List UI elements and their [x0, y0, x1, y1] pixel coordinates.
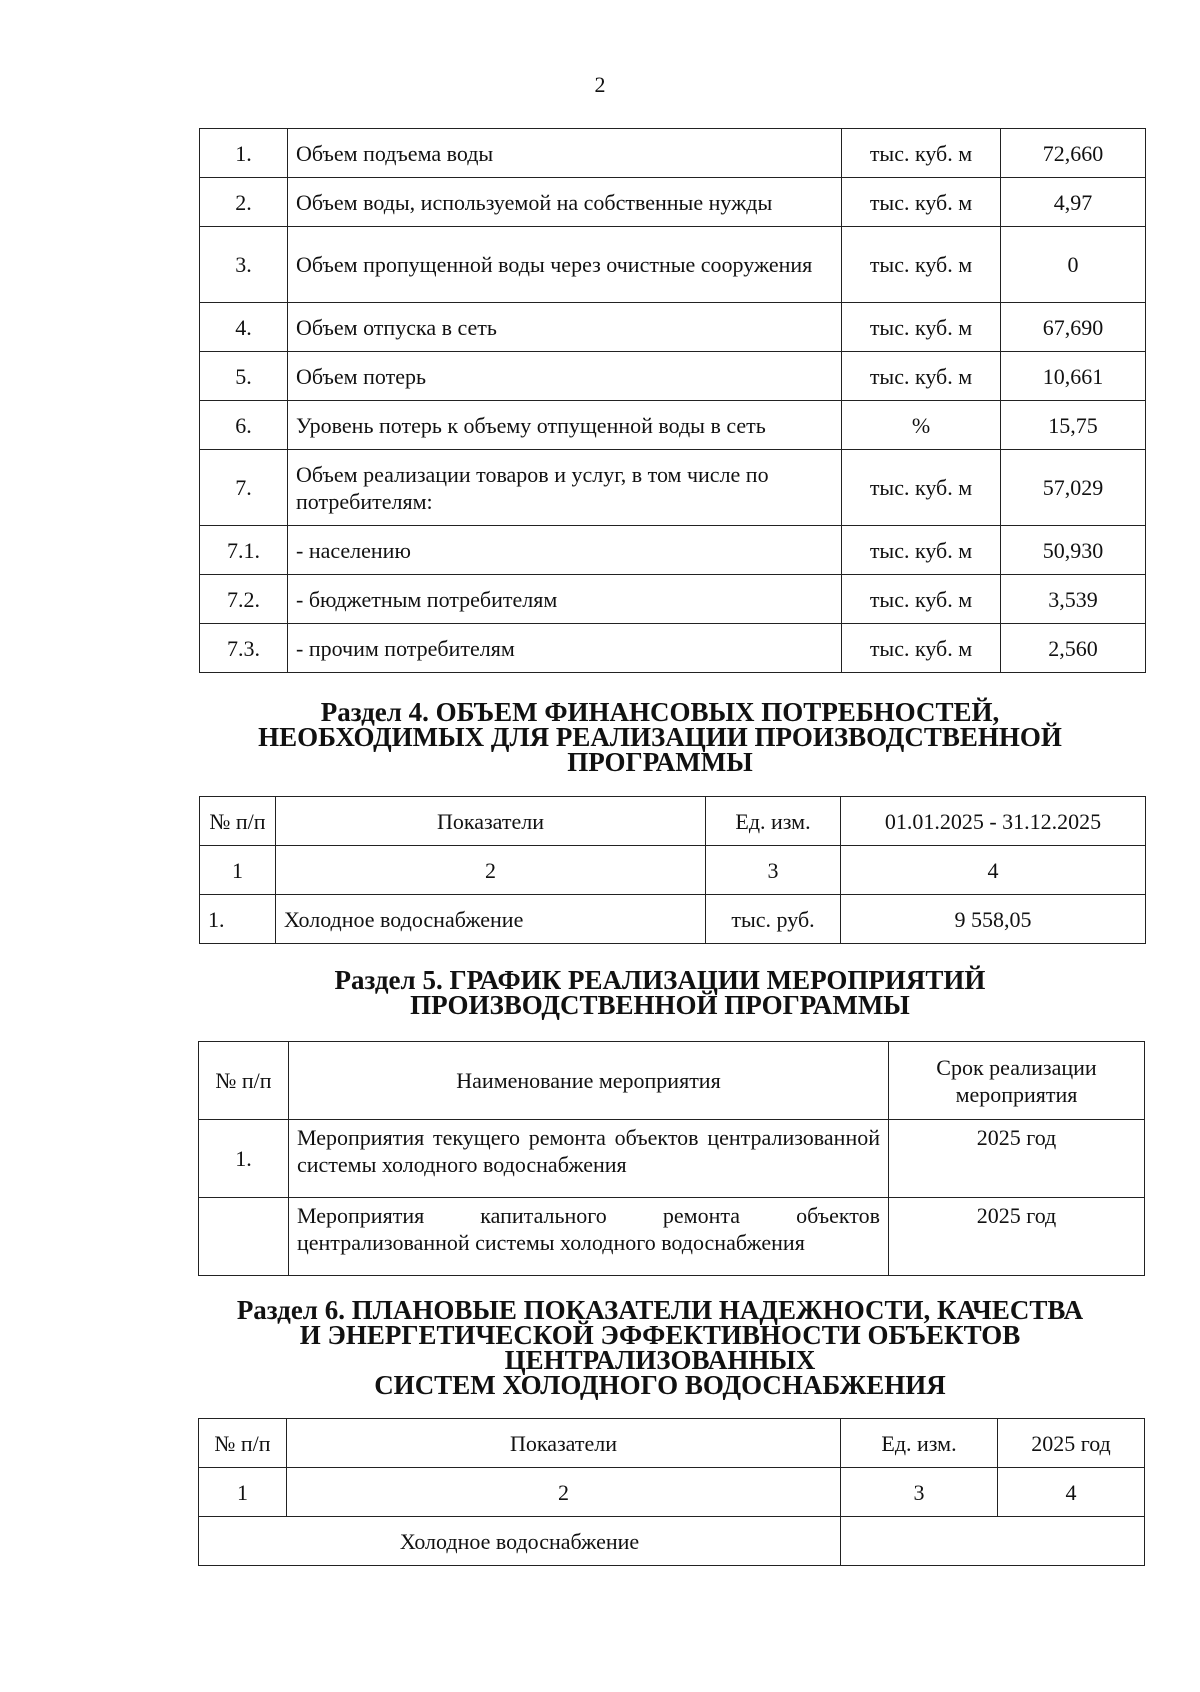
column-header: 2025 год	[998, 1419, 1145, 1468]
table-row	[200, 450, 1146, 526]
section-4-heading	[180, 697, 1140, 777]
column-number: 1	[199, 1468, 287, 1517]
column-header: № п/п	[199, 1042, 289, 1120]
indicator-name: - бюджетным потребителям	[288, 575, 842, 624]
subheader-cell: Холодное водоснабжение	[199, 1517, 841, 1566]
row-number: 2.	[200, 178, 288, 227]
value: 0	[1001, 227, 1146, 303]
event-name: Мероприятия текущего ремонта объектов централизованной системы холодного водоснабжения	[289, 1120, 889, 1198]
column-header: № п/п	[199, 1419, 287, 1468]
table-header-row	[199, 1042, 1145, 1120]
column-number-row	[199, 1468, 1145, 1517]
unit: тыс. куб. м	[842, 178, 1001, 227]
column-header: № п/п	[200, 797, 276, 846]
event-term: 2025 год	[889, 1120, 1145, 1198]
row-number: 7.1.	[200, 526, 288, 575]
section-4-heading-line: Раздел 4. ОБЪЕМ ФИНАНСОВЫХ ПОТРЕБНОСТЕЙ,	[320, 697, 1000, 727]
row-number: 1.	[199, 1120, 289, 1198]
unit: тыс. куб. м	[842, 352, 1001, 401]
indicator-name: - прочим потребителям	[288, 624, 842, 673]
indicator-name: Объем потерь	[288, 352, 842, 401]
unit: тыс. куб. м	[842, 624, 1001, 673]
value: 15,75	[1001, 401, 1146, 450]
value: 3,539	[1001, 575, 1146, 624]
unit: тыс. куб. м	[842, 303, 1001, 352]
event-term: 2025 год	[889, 1198, 1145, 1276]
table-row	[200, 401, 1146, 450]
column-number: 3	[706, 846, 841, 895]
section-6-heading-line: Раздел 6. ПЛАНОВЫЕ ПОКАЗАТЕЛИ НАДЕЖНОСТИ, КАЧЕСТВА	[236, 1295, 1084, 1325]
schedule-table	[198, 1041, 1145, 1276]
value: 67,690	[1001, 303, 1146, 352]
table-row	[200, 129, 1146, 178]
unit: тыс. куб. м	[842, 526, 1001, 575]
table-row	[200, 178, 1146, 227]
section-6-heading-line: СИСТЕМ ХОЛОДНОГО ВОДОСНАБЖЕНИЯ	[374, 1370, 946, 1400]
unit: тыс. руб.	[706, 895, 841, 944]
indicator-name: Объем отпуска в сеть	[288, 303, 842, 352]
indicator-name: Объем подъема воды	[288, 129, 842, 178]
row-number: 1.	[200, 895, 276, 944]
table-row	[199, 1517, 1145, 1566]
row-number	[199, 1198, 289, 1276]
row-number: 7.2.	[200, 575, 288, 624]
column-header: Наименование мероприятия	[289, 1042, 889, 1120]
table-row	[200, 352, 1146, 401]
row-number: 1.	[200, 129, 288, 178]
section-6-heading-line: ЦЕНТРАЛИЗОВАННЫХ	[504, 1345, 816, 1375]
table-row	[200, 303, 1146, 352]
column-header: 01.01.2025 - 31.12.2025	[841, 797, 1146, 846]
row-number: 7.3.	[200, 624, 288, 673]
indicator-name: Объем воды, используемой на собственные нужды	[288, 178, 842, 227]
value: 50,930	[1001, 526, 1146, 575]
table-row	[199, 1198, 1145, 1276]
indicator-name: Объем пропущенной воды через очистные сооружения	[288, 227, 842, 303]
table-header-row	[200, 797, 1146, 846]
section-4-heading-line: ПРОГРАММЫ	[567, 747, 753, 777]
column-header: Срок реализации мероприятия	[889, 1042, 1145, 1120]
section-5-heading-line: ПРОИЗВОДСТВЕННОЙ ПРОГРАММЫ	[410, 990, 910, 1020]
column-header: Показатели	[287, 1419, 841, 1468]
row-number: 4.	[200, 303, 288, 352]
column-number: 4	[998, 1468, 1145, 1517]
column-number: 3	[841, 1468, 998, 1517]
table-row	[200, 575, 1146, 624]
value: 10,661	[1001, 352, 1146, 401]
column-number: 4	[841, 846, 1146, 895]
value: 2,560	[1001, 624, 1146, 673]
value: 57,029	[1001, 450, 1146, 526]
unit: тыс. куб. м	[842, 227, 1001, 303]
column-number: 2	[276, 846, 706, 895]
section-4-heading-line: НЕОБХОДИМЫХ ДЛЯ РЕАЛИЗАЦИИ ПРОИЗВОДСТВЕННОЙ	[258, 722, 1062, 752]
unit: %	[842, 401, 1001, 450]
table-row	[200, 624, 1146, 673]
table-row	[199, 1120, 1145, 1198]
event-name: Мероприятия капитального ремонта объектов централизованной системы холодного водоснабжения	[289, 1198, 889, 1276]
column-header: Ед. изм.	[841, 1419, 998, 1468]
row-number: 3.	[200, 227, 288, 303]
row-number: 5.	[200, 352, 288, 401]
section-5-heading-line: Раздел 5. ГРАФИК РЕАЛИЗАЦИИ МЕРОПРИЯТИЙ	[334, 965, 986, 995]
column-number: 1	[200, 846, 276, 895]
unit: тыс. куб. м	[842, 575, 1001, 624]
column-header: Ед. изм.	[706, 797, 841, 846]
column-number-row	[200, 846, 1146, 895]
column-header: Показатели	[276, 797, 706, 846]
indicator-name: - населению	[288, 526, 842, 575]
page-number: 2	[594, 72, 606, 97]
row-number: 7.	[200, 450, 288, 526]
empty-cell	[841, 1517, 1145, 1566]
financial-needs-table	[199, 796, 1146, 944]
indicator-name: Уровень потерь к объему отпущенной воды в сеть	[288, 401, 842, 450]
section-6-heading	[180, 1295, 1140, 1400]
table-header-row	[199, 1419, 1145, 1468]
indicator-name: Объем реализации товаров и услуг, в том числе по потребителям:	[288, 450, 842, 526]
value: 72,660	[1001, 129, 1146, 178]
section-5-heading	[180, 965, 1140, 1020]
row-number: 6.	[200, 401, 288, 450]
section-6-heading-line: И ЭНЕРГЕТИЧЕСКОЙ ЭФФЕКТИВНОСТИ ОБЪЕКТОВ	[299, 1320, 1021, 1350]
column-number: 2	[287, 1468, 841, 1517]
unit: тыс. куб. м	[842, 129, 1001, 178]
unit: тыс. куб. м	[842, 450, 1001, 526]
reliability-indicators-table	[198, 1418, 1145, 1566]
value: 9 558,05	[841, 895, 1146, 944]
table-row	[200, 227, 1146, 303]
production-volume-table	[199, 128, 1146, 673]
indicator-name: Холодное водоснабжение	[276, 895, 706, 944]
table-row	[200, 895, 1146, 944]
value: 4,97	[1001, 178, 1146, 227]
table-row	[200, 526, 1146, 575]
